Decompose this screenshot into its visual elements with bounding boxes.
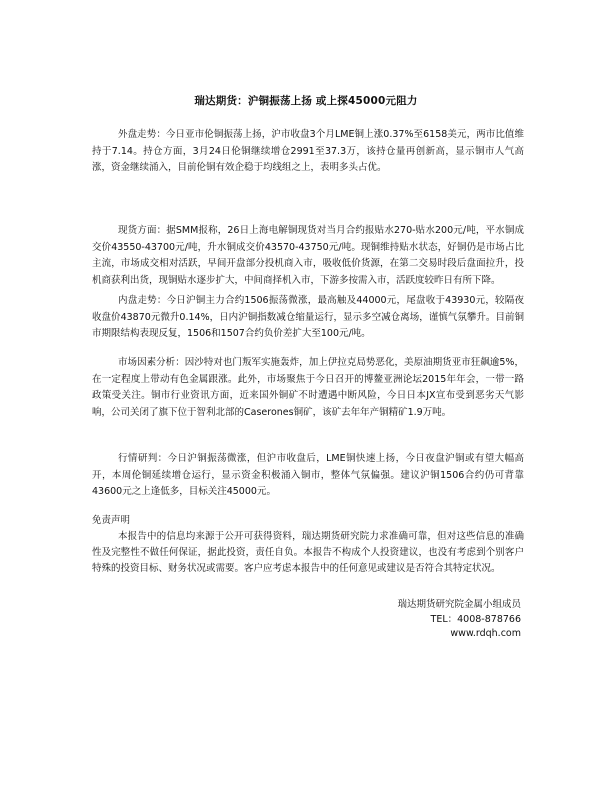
signature-tel: TEL：4008-878766 (430, 613, 521, 625)
disclaimer-body: 本报告中的信息均来源于公开可获得资料，瑞达期货研究院力求准确可靠，但对这些信息的准确性及完整性不做任何保证，据此投资，责任自负。本报告不构成个人投资建议，也没有考虑到个别客户特殊的投资目标、财务状况或需要。客户应考虑本报告中的任何意见或建议是否符合其特定状况。 (92, 531, 524, 574)
signature-team: 瑞达期货研究院金属小组成员 (397, 599, 521, 610)
paragraph-spot-market: 现货方面：据SMM报称，26日上海电解铜现货对当月合约报贴水270-贴水200元/吨，平水铜成交价43550-43700元/吨，升水铜成交价43570-43750元/吨。现铜维持贴水状态，好铜仍是市场占比主流，市场成交相对活跃，早间开盘部分投机商入市，吸收低价货源，在第二交易时段后盘面拉升，投机商获利出货，现铜贴水逐步扩大，中间商择机入市，下游多按需入市，活跃度较昨日有所下降。 (92, 225, 524, 286)
paragraph-external-market: 外盘走势：今日亚市伦铜振荡上扬，沪市收盘3个月LME铜上涨0.37%至6158美元，两市比值维持于7.14。持仓方面，3月24日伦铜继续增仓2991至37.3万，该持仓量再创新高，显示铜市人气高涨，资金继续涌入，目前伦铜有效企稳于均线组之上，表明多头占优。 (92, 129, 524, 174)
signature-block (397, 598, 521, 642)
paragraph-outlook: 行情研判：今日沪铜振荡微涨，但沪市收盘后，LME铜快速上扬，今日夜盘沪铜或有望大幅高开，本周伦铜延续增仓运行，显示资金积极涌入铜市，整体气氛偏强。建议沪铜1506合约仍可背靠43600元之上逢低多，目标关注45000元。 (92, 453, 524, 498)
disclaimer-heading: 免责声明 (92, 515, 131, 526)
report-title: 瑞达期货：沪铜振荡上扬 或上探45000元阻力 (194, 95, 418, 107)
paragraph-domestic-market: 内盘走势：今日沪铜主力合约1506振荡微涨，最高触及44000元，尾盘收于43930元，较隔夜收盘价43870元微升0.14%，日内沪铜指数减仓缩量运行，显示多空减仓离场，谨慎气氛攀升。目前铜市期限结构表现反复，1506和1507合约负价差扩大至100元/吨。 (92, 295, 524, 340)
paragraph-market-factors: 市场因素分析：因沙特对也门叛军实施轰炸，加上伊拉克局势恶化，美原油期货亚市狂飙逾5%，在一定程度上带动有色金属跟涨。此外，市场聚焦于今日召开的博鳌亚洲论坛2015年年会，一带一路政策受关注。铜市行业资讯方面，近来国外铜矿不时遭遇中断风险，今日日本JX宣布受到恶劣天气影响，公司关闭了旗下位于智利北部的Caserones铜矿，该矿去年年产铜精矿1.9万吨。 (92, 357, 524, 418)
signature-website[interactable]: www.rdqh.com (450, 628, 521, 639)
